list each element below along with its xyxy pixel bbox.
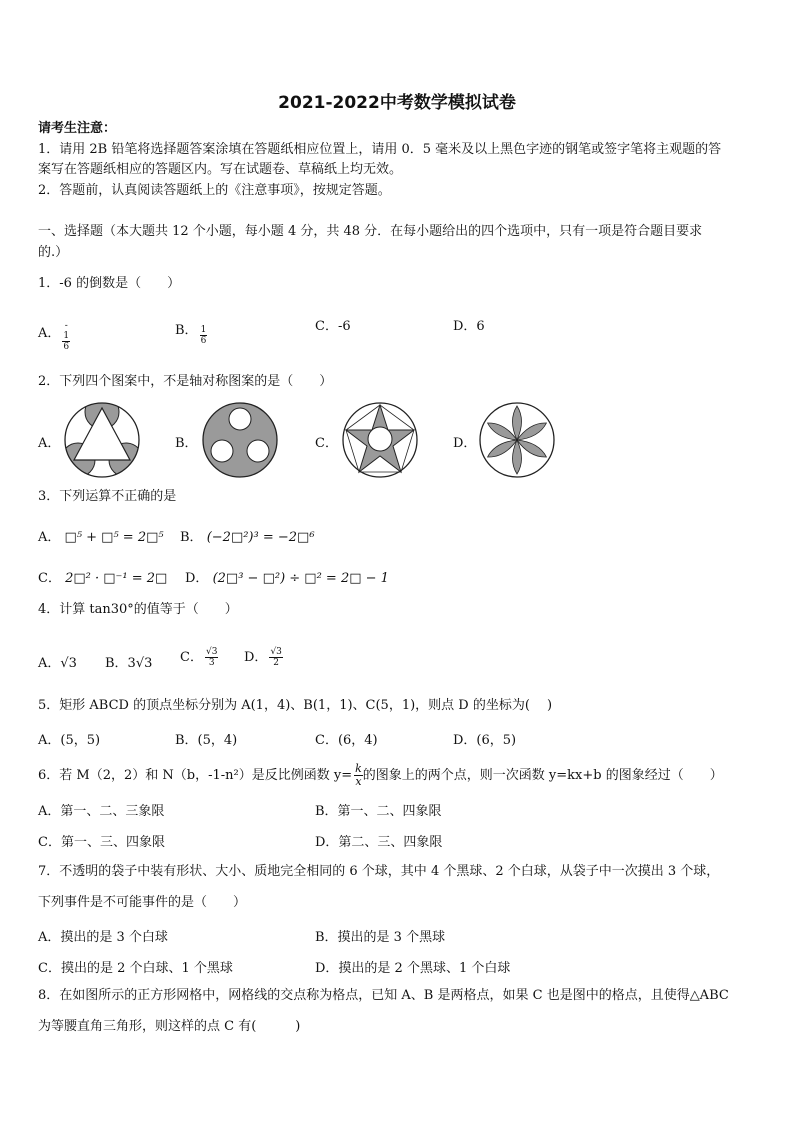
section-heading-1: 一、选择题（本大题共 12 个小题，每小题 4 分，共 48 分．在每小题给出的四个选项中，只有一项是符合题目要求 [38, 224, 703, 239]
q3-option-a-expr: □⁵ + □⁵ = 2□⁵ [64, 530, 164, 545]
q3-option-c [38, 567, 167, 586]
q4-option-d-fraction [269, 647, 282, 668]
notice-line-1: 1．请用 2B 铅笔将选择题答案涂填在答题纸相应位置上，请用 0．5 毫米及以上黑色字迹的钢笔或签字笔将主观题的答 [38, 142, 722, 157]
q3-option-a [38, 526, 164, 545]
q2-option-d-label: D． [453, 436, 477, 451]
q8-line-2: 为等腰直角三角形，则这样的点 C 有( ) [38, 1019, 301, 1034]
section-heading-2: 的.） [38, 245, 69, 260]
q6-option-b: B．第一、二、四象限 [315, 804, 442, 819]
q5-stem: 5．矩形 ABCD 的顶点坐标分别为 A(1，4)、B(1，1)、C(5，1)，则点 D 的坐标为( ) [38, 698, 553, 713]
q4-option-d-den: 2 [273, 658, 280, 668]
q8-line-1: 8．在如图所示的正方形网格中，网格线的交点称为格点，已知 A、B 是两格点，如果 C 也是图中的格点，且使得△ABC [38, 988, 729, 1003]
q1-option-b [175, 315, 207, 346]
q1-option-a-num: 1 [63, 331, 70, 341]
q5-option-c: C．(6，4) [315, 733, 378, 748]
q2-figure-a [62, 400, 142, 480]
notice-line-2: 案写在答题纸相应的答题区内。写在试题卷、草稿纸上均无效。 [38, 162, 403, 177]
q7-line-2: 下列事件是不可能事件的是（ ） [38, 895, 247, 910]
q2-figure-b [200, 400, 280, 480]
q2-option-b-label: B． [175, 436, 198, 451]
q6-option-a: A．第一、二、三象限 [38, 804, 165, 819]
q1-option-b-fraction [200, 325, 208, 346]
q7-line-1: 7．不透明的袋子中装有形状、大小、质地完全相同的 6 个球，其中 4 个黑球、2 个白球，从袋子中一次摸出 3 个球， [38, 864, 720, 879]
q1-option-d: D．6 [453, 319, 485, 334]
q7-option-c: C．摸出的是 2 个白球、1 个黑球 [38, 961, 233, 976]
q1-option-b-num: 1 [200, 325, 207, 335]
q4-option-a: A．√3 [38, 656, 77, 671]
q3-stem: 3．下列运算不正确的是 [38, 489, 177, 504]
q2-option-a-label: A． [38, 436, 61, 451]
q1-option-c: C．-6 [315, 319, 351, 334]
q4-option-b: B．3√3 [105, 656, 153, 671]
q2-stem: 2．下列四个图案中，不是轴对称图案的是（ ） [38, 374, 333, 389]
q2-option-c-label: C． [315, 436, 338, 451]
q6-fraction-num: k [355, 762, 362, 775]
q1-option-a-fraction [62, 321, 70, 352]
page-title: 2021-2022中考数学模拟试卷 [278, 93, 516, 113]
q3-option-d [185, 567, 389, 586]
q5-option-d: D．(6，5) [453, 733, 517, 748]
q3-option-b-label: B． [180, 530, 203, 545]
q7-option-d: D．摸出的是 2 个黑球、1 个白球 [315, 961, 511, 976]
q4-option-d-label: D． [244, 650, 268, 665]
q2-figure-c [340, 400, 420, 480]
q3-option-c-expr: 2□² · □⁻¹ = 2□ [65, 571, 168, 586]
q6-stem-pre: 6．若 M（2，2）和 N（b，-1-n²）是反比例函数 y= [38, 768, 353, 783]
q1-option-a [38, 315, 70, 352]
q3-option-d-label: D． [185, 571, 209, 586]
q4-option-d-num: √3 [270, 647, 282, 657]
notice-line-3: 2．答题前，认真阅读答题纸上的《注意事项》，按规定答题。 [38, 183, 391, 198]
q4-option-c-den: 3 [208, 658, 215, 668]
q6-option-d: D．第二、三、四象限 [315, 835, 443, 850]
q5-option-a: A．(5，5) [38, 733, 101, 748]
q3-option-d-expr: (2□³ − □²) ÷ □² = 2□ − 1 [212, 571, 389, 586]
q1-option-b-label: B． [175, 323, 198, 338]
q4-option-c-label: C． [180, 650, 203, 665]
q6-fraction-den: x [355, 775, 362, 788]
q3-option-c-label: C． [38, 571, 61, 586]
q6-fraction [354, 763, 363, 788]
q1-option-a-sign: - [64, 321, 68, 331]
q4-option-d [244, 646, 283, 668]
q5-option-b: B．(5，4) [175, 733, 238, 748]
q6-stem [38, 763, 723, 788]
q2-figure-d [477, 400, 557, 480]
q3-option-b [180, 526, 315, 545]
q3-option-a-label: A． [38, 530, 61, 545]
q4-option-c-num: √3 [205, 647, 218, 657]
q1-option-b-den: 6 [200, 336, 207, 346]
q7-option-b: B．摸出的是 3 个黑球 [315, 930, 446, 945]
q7-option-a: A．摸出的是 3 个白球 [38, 930, 168, 945]
q6-option-c: C．第一、三、四象限 [38, 835, 165, 850]
q1-stem: 1．-6 的倒数是（ ） [38, 276, 181, 291]
q6-stem-post: 的图象上的两个点，则一次函数 y=kx+b 的图象经过（ ） [362, 768, 723, 783]
q4-option-c [180, 646, 218, 668]
q3-option-b-expr: (−2□²)³ = −2□⁶ [206, 530, 315, 545]
notice-heading: 请考生注意： [38, 121, 117, 136]
q4-stem: 4．计算 tan30°的值等于（ ） [38, 602, 238, 617]
q1-option-a-label: A． [38, 326, 61, 341]
q4-option-c-fraction [205, 647, 218, 668]
q1-option-a-den: 6 [63, 342, 70, 352]
